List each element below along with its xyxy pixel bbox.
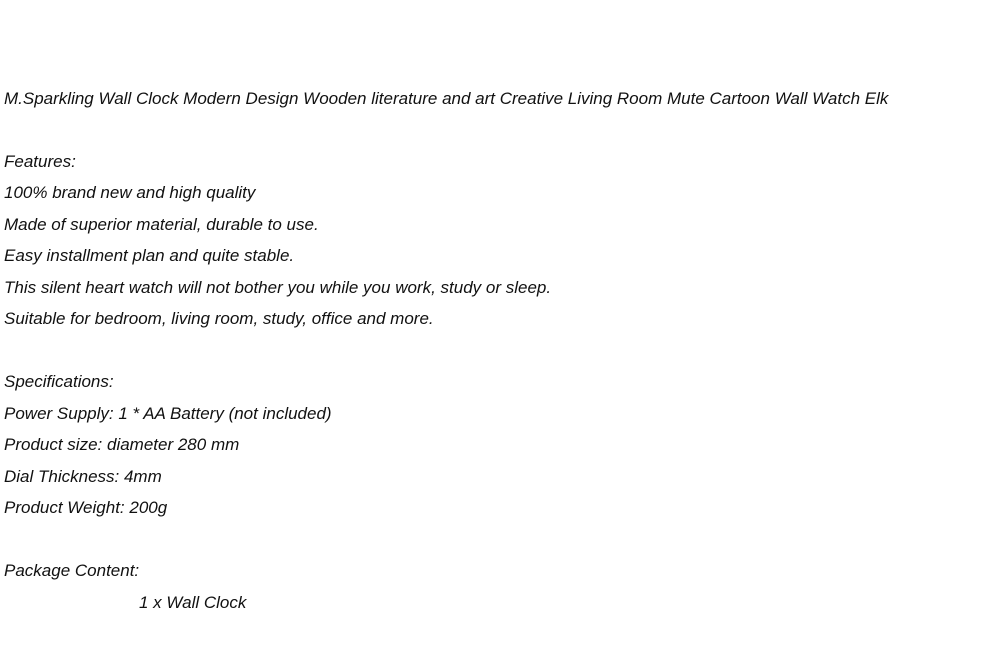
specification-item: Product size: diameter 280 mm: [4, 435, 240, 454]
feature-item: 100% brand new and high quality: [4, 183, 256, 202]
feature-item: This silent heart watch will not bother you while you work, study or sleep.: [4, 278, 552, 297]
features-heading: Features:: [4, 152, 76, 171]
specification-item: Dial Thickness: 4mm: [4, 467, 162, 486]
feature-item: Easy installment plan and quite stable.: [4, 246, 295, 265]
product-title: M.Sparkling Wall Clock Modern Design Wooden literature and art Creative Living Room Mute Cartoon Wall Watch Elk: [4, 89, 889, 108]
specifications-heading: Specifications:: [4, 372, 114, 391]
package-item: 1 x Wall Clock: [139, 593, 247, 612]
specification-item: Power Supply: 1 * AA Battery (not included): [4, 404, 332, 423]
package-heading: Package Content:: [4, 561, 140, 580]
feature-item: Made of superior material, durable to use.: [4, 215, 319, 234]
specification-item: Product Weight: 200g: [4, 498, 168, 517]
feature-item: Suitable for bedroom, living room, study, office and more.: [4, 309, 434, 328]
